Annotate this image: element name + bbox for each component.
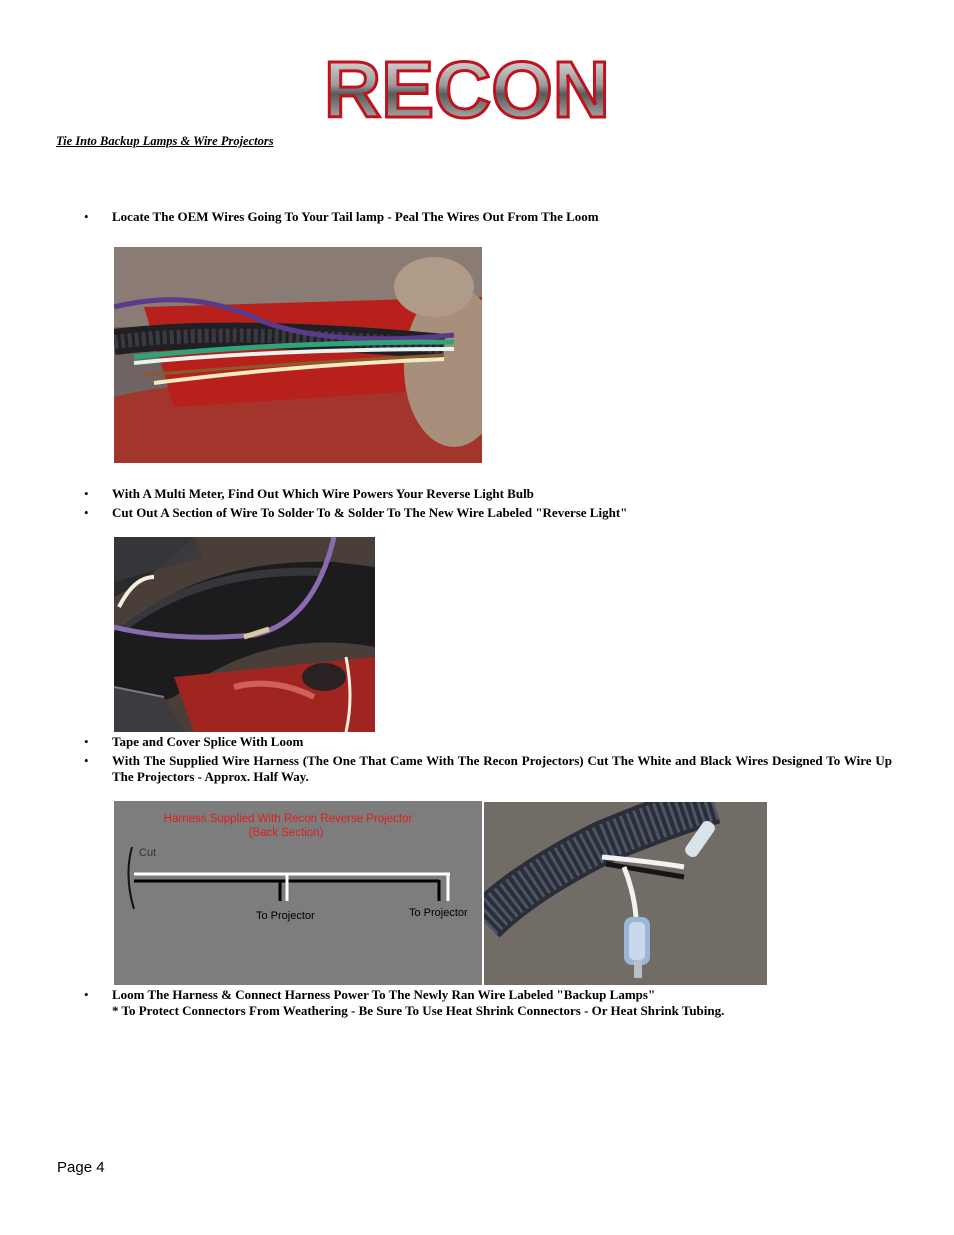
cut-label: Cut	[139, 847, 157, 859]
step-2-text: With A Multi Meter, Find Out Which Wire Powers Your Reverse Light Bulb	[112, 486, 534, 501]
page-number: Page 4	[57, 1159, 105, 1176]
step-5-text: With The Supplied Wire Harness (The One That Came With The Recon Projectors) Cut The White and Black Wires Designed To Wire Up The Projectors - Approx. Half Way.	[112, 753, 892, 784]
label-to-projector-1: To Projector	[256, 910, 315, 922]
recon-logo	[316, 50, 618, 130]
photo-tail-lamp-wires	[114, 247, 482, 463]
bullet-icon: •	[84, 505, 89, 520]
harness-diagram	[114, 801, 482, 985]
photo-solder-splice	[114, 537, 375, 732]
section-title: Tie Into Backup Lamps & Wire Projectors	[56, 134, 274, 148]
label-to-projector-2: To Projector	[409, 907, 468, 919]
step-6-note: * To Protect Connectors From Weathering - Be Sure To Use Heat Shrink Connectors - Or Heat Shrink Tubing.	[112, 1003, 725, 1018]
bullet-icon: •	[84, 734, 89, 749]
bullet-icon: •	[84, 209, 89, 224]
bullet-icon: •	[84, 987, 89, 1002]
logo-text: RECON	[324, 50, 610, 130]
photo-harness-connectors	[484, 802, 767, 985]
bullet-icon: •	[84, 753, 89, 768]
diagram-title: Harness Supplied With Recon Reverse Projector	[163, 813, 413, 825]
step-4-text: Tape and Cover Splice With Loom	[112, 734, 304, 749]
step-3-text: Cut Out A Section of Wire To Solder To & Solder To The New Wire Labeled "Reverse Light"	[112, 505, 628, 520]
step-1-text: Locate The OEM Wires Going To Your Tail lamp - Peal The Wires Out From The Loom	[112, 209, 599, 224]
diagram-subtitle: (Back Section)	[248, 827, 324, 839]
bullet-icon: •	[84, 486, 89, 501]
step-6-text: Loom The Harness & Connect Harness Power To The Newly Ran Wire Labeled "Backup Lamps"	[112, 987, 656, 1002]
